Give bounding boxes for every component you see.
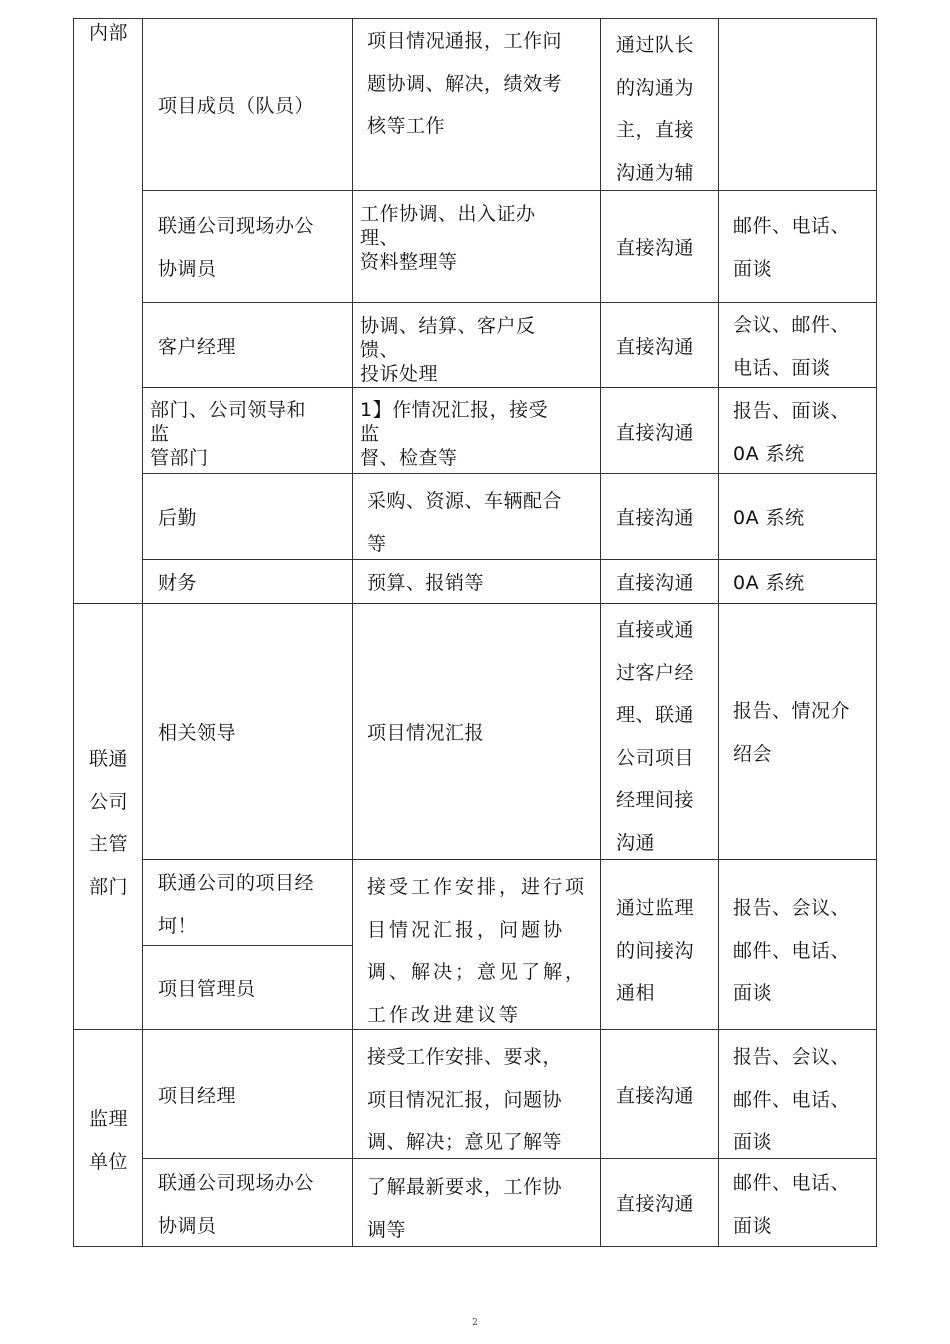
page-number: 2: [472, 1318, 478, 1328]
row-2-content-cell: [360, 202, 598, 300]
row-10-role: 项目经理: [158, 1085, 237, 1107]
row-8-channel: 报告、会议、 邮件、电话、 面谈: [733, 897, 851, 1004]
row-10-method: 直接沟通: [616, 1085, 695, 1107]
row-4-content: 1】作情况汇报，接受 监 督、检查等: [360, 399, 549, 469]
group-unicom-department: 联通 公司 主管 部门: [89, 748, 129, 898]
row-11-channel: 邮件、电话、 面谈: [733, 1172, 851, 1237]
row-6-channel: 0A 系统: [733, 572, 805, 594]
row-2-content: 工作协调、出入证办 理、 资料整理等: [360, 203, 536, 273]
row-4-content-cell: [360, 398, 598, 472]
row-3-role: 客户经理: [158, 336, 237, 358]
row-8-role: 联通公司的项目经 坷！: [158, 872, 315, 937]
row-1-method: 通过队长 的沟通为 主，直接 沟通为辅: [616, 34, 695, 184]
row-4-channel: 报告、面谈、 0A 系统: [733, 400, 851, 465]
row-5-role: 后勤: [158, 507, 198, 529]
row-3-content: 协调、结算、客户反 馈、 投诉处理: [360, 315, 536, 385]
row-6-role: 财务: [158, 572, 198, 594]
row-8-method: 通过监理 的间接沟 通相: [616, 897, 695, 1004]
row-4-role: 部门、公司领导和 监 管部门: [150, 399, 307, 469]
row-1-content: 项目情况通报，工作问 题协调、解决，绩效考 核等工作: [367, 30, 563, 137]
row-5-method: 直接沟通: [616, 507, 695, 529]
row-7-role: 相关领导: [158, 722, 237, 744]
row-3-channel: 会议、邮件、 电话、面谈: [733, 314, 851, 379]
row-3-content-cell: [360, 314, 598, 386]
row-10-content: 接受工作安排、要求， 项目情况汇报，问题协 调、解决；意见了解等: [367, 1046, 563, 1153]
row-8-content: 接受工作安排，进行项 目情况汇报，问题协 调、解决；意见了解， 工作改进建议等: [367, 876, 588, 1026]
row-4-role-cell: [150, 398, 350, 472]
row-2-role: 联通公司现场办公 协调员: [158, 215, 315, 280]
row-6-method: 直接沟通: [616, 572, 695, 594]
row-7-channel: 报告、情况介 绍会: [733, 700, 851, 765]
row-7-method: 直接或通 过客户经 理、联通 公司项目 经理间接 沟通: [616, 619, 695, 854]
row-6-content: 预算、报销等: [367, 572, 485, 594]
row-11-content: 了解最新要求，工作协 调等: [367, 1176, 563, 1241]
row-11-method: 直接沟通: [616, 1193, 695, 1215]
row-9-role: 项目管理员: [158, 978, 256, 1000]
group-internal: 内部: [89, 22, 129, 44]
row-5-content: 采购、资源、车辆配合 等: [367, 490, 563, 555]
row-3-method: 直接沟通: [616, 336, 695, 358]
group-supervision-unit: 监理 单位: [89, 1108, 129, 1173]
row-5-channel: 0A 系统: [733, 507, 805, 529]
row-1-role: 项目成员（队员）: [158, 95, 315, 117]
row-10-channel: 报告、会议、 邮件、电话、 面谈: [733, 1046, 851, 1153]
row-11-role: 联通公司现场办公 协调员: [158, 1172, 315, 1237]
row-2-method: 直接沟通: [616, 237, 695, 259]
row-2-channel: 邮件、电话、 面谈: [733, 215, 851, 280]
row-4-method: 直接沟通: [616, 422, 695, 444]
row-7-content: 项目情况汇报: [367, 722, 485, 744]
